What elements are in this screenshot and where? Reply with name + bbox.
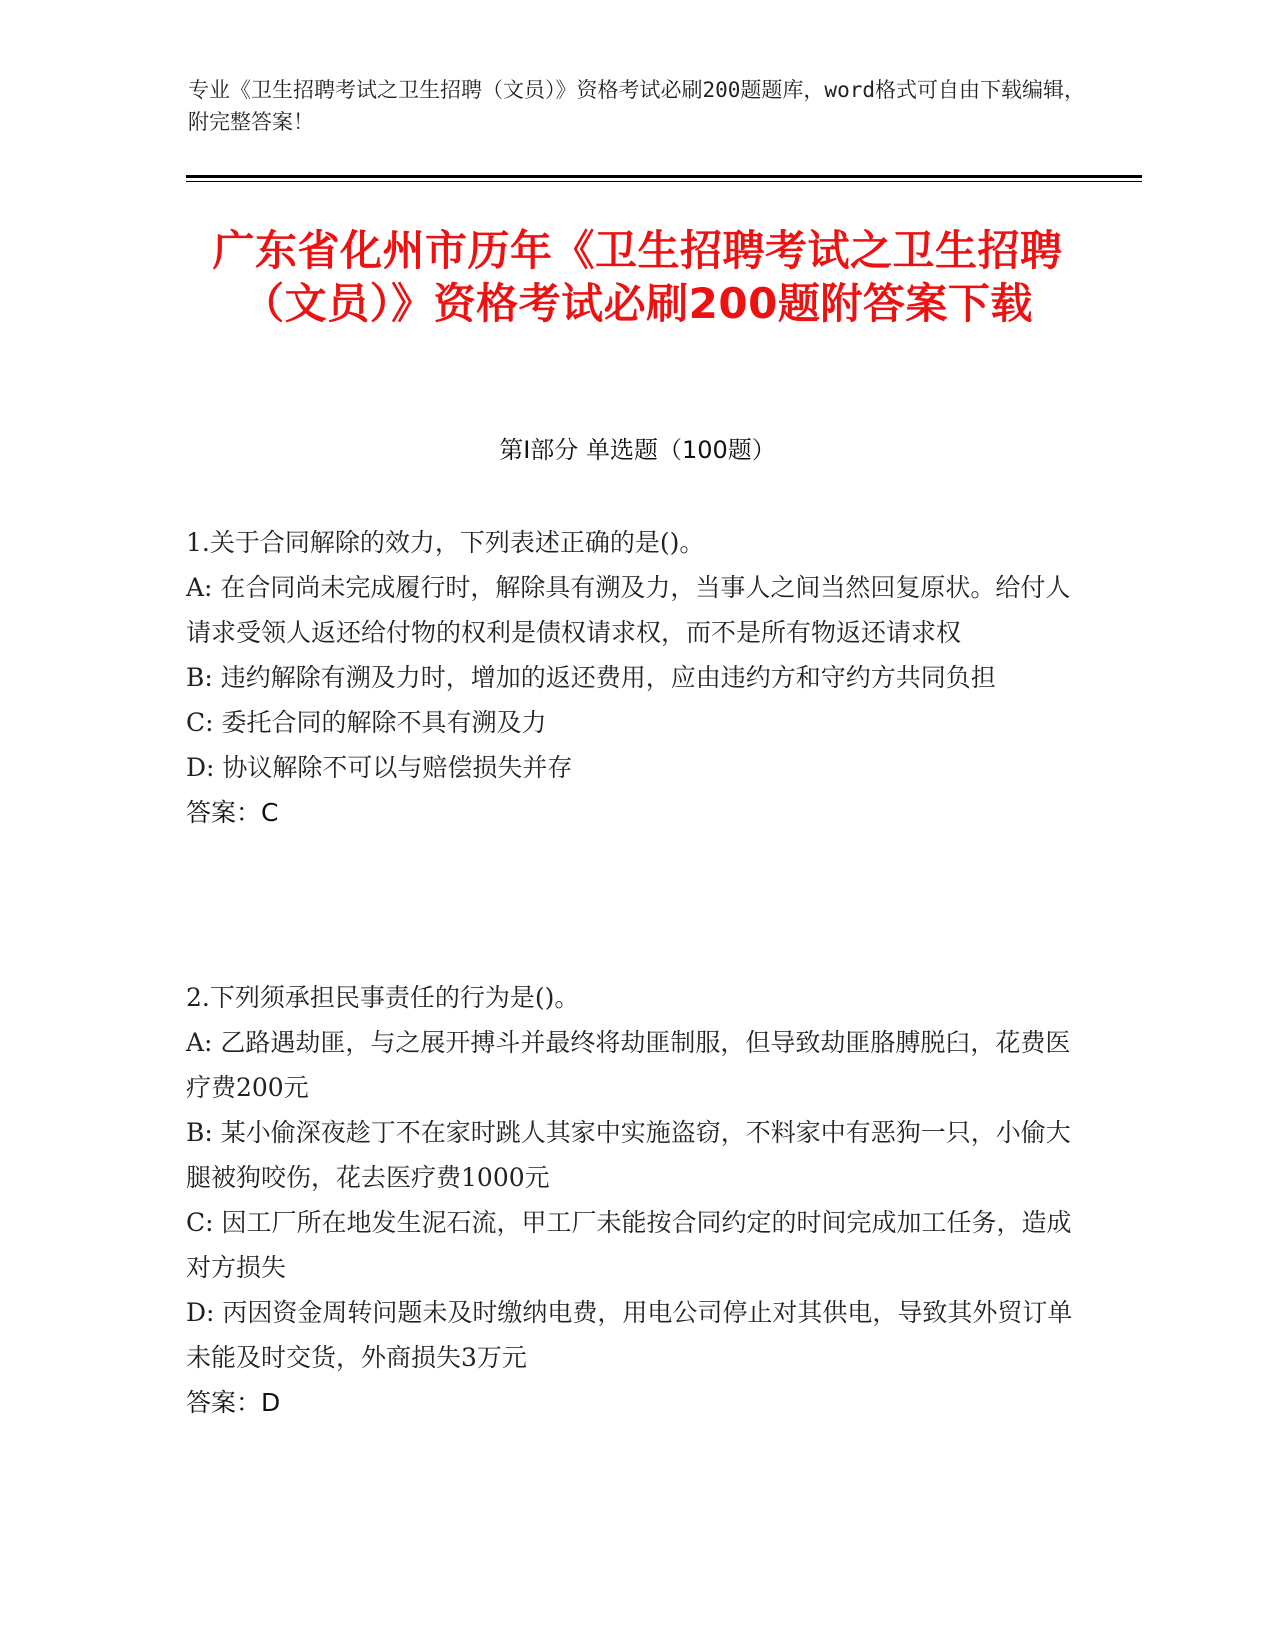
option-b: B: 某小偷深夜趁丁不在家时跳人其家中实施盗窃，不料家中有恶狗一只，小偷大腿被狗咬伤，花去医疗费1000元 [186, 1118, 1071, 1192]
option-d: D: 协议解除不可以与赔偿损失并存 [186, 753, 573, 782]
answer: 答案：C [186, 798, 279, 827]
option-a: A: 在合同尚未完成履行时，解除具有溯及力，当事人之间当然回复原状。给付人请求受领人返还给付物的权利是债权请求权，而不是所有物返还请求权 [186, 573, 1071, 647]
question-1 [186, 520, 1076, 835]
option-c: C: 委托合同的解除不具有溯及力 [186, 708, 547, 737]
question-stem: 1.关于合同解除的效力，下列表述正确的是()。 [186, 528, 705, 557]
question-2 [186, 975, 1076, 1425]
question-stem: 2.下列须承担民事责任的行为是()。 [186, 983, 580, 1012]
option-c: C: 因工厂所在地发生泥石流，甲工厂未能按合同约定的时间完成加工任务，造成对方损失 [186, 1208, 1072, 1282]
header-rule-thick [186, 175, 1142, 178]
option-b: B: 违约解除有溯及力时，增加的返还费用，应由违约方和守约方共同负担 [186, 663, 996, 692]
answer: 答案：D [186, 1388, 281, 1417]
option-d: D: 丙因资金周转问题未及时缴纳电费，用电公司停止对其供电，导致其外贸订单未能及时交货，外商损失3万元 [186, 1298, 1073, 1372]
header-note: 专业《卫生招聘考试之卫生招聘（文员）》资格考试必刷200题题库，word格式可自由下载编辑，附完整答案！ [188, 78, 1085, 134]
document-title: 广东省化州市历年《卫生招聘考试之卫生招聘（文员）》资格考试必刷200题附答案下载 [212, 226, 1063, 328]
header-rule-thin [186, 181, 1142, 182]
section-title: 第I部分 单选题（100题） [499, 436, 776, 464]
option-a: A: 乙路遇劫匪，与之展开搏斗并最终将劫匪制服，但导致劫匪胳膊脱臼，花费医疗费200元 [186, 1028, 1071, 1102]
